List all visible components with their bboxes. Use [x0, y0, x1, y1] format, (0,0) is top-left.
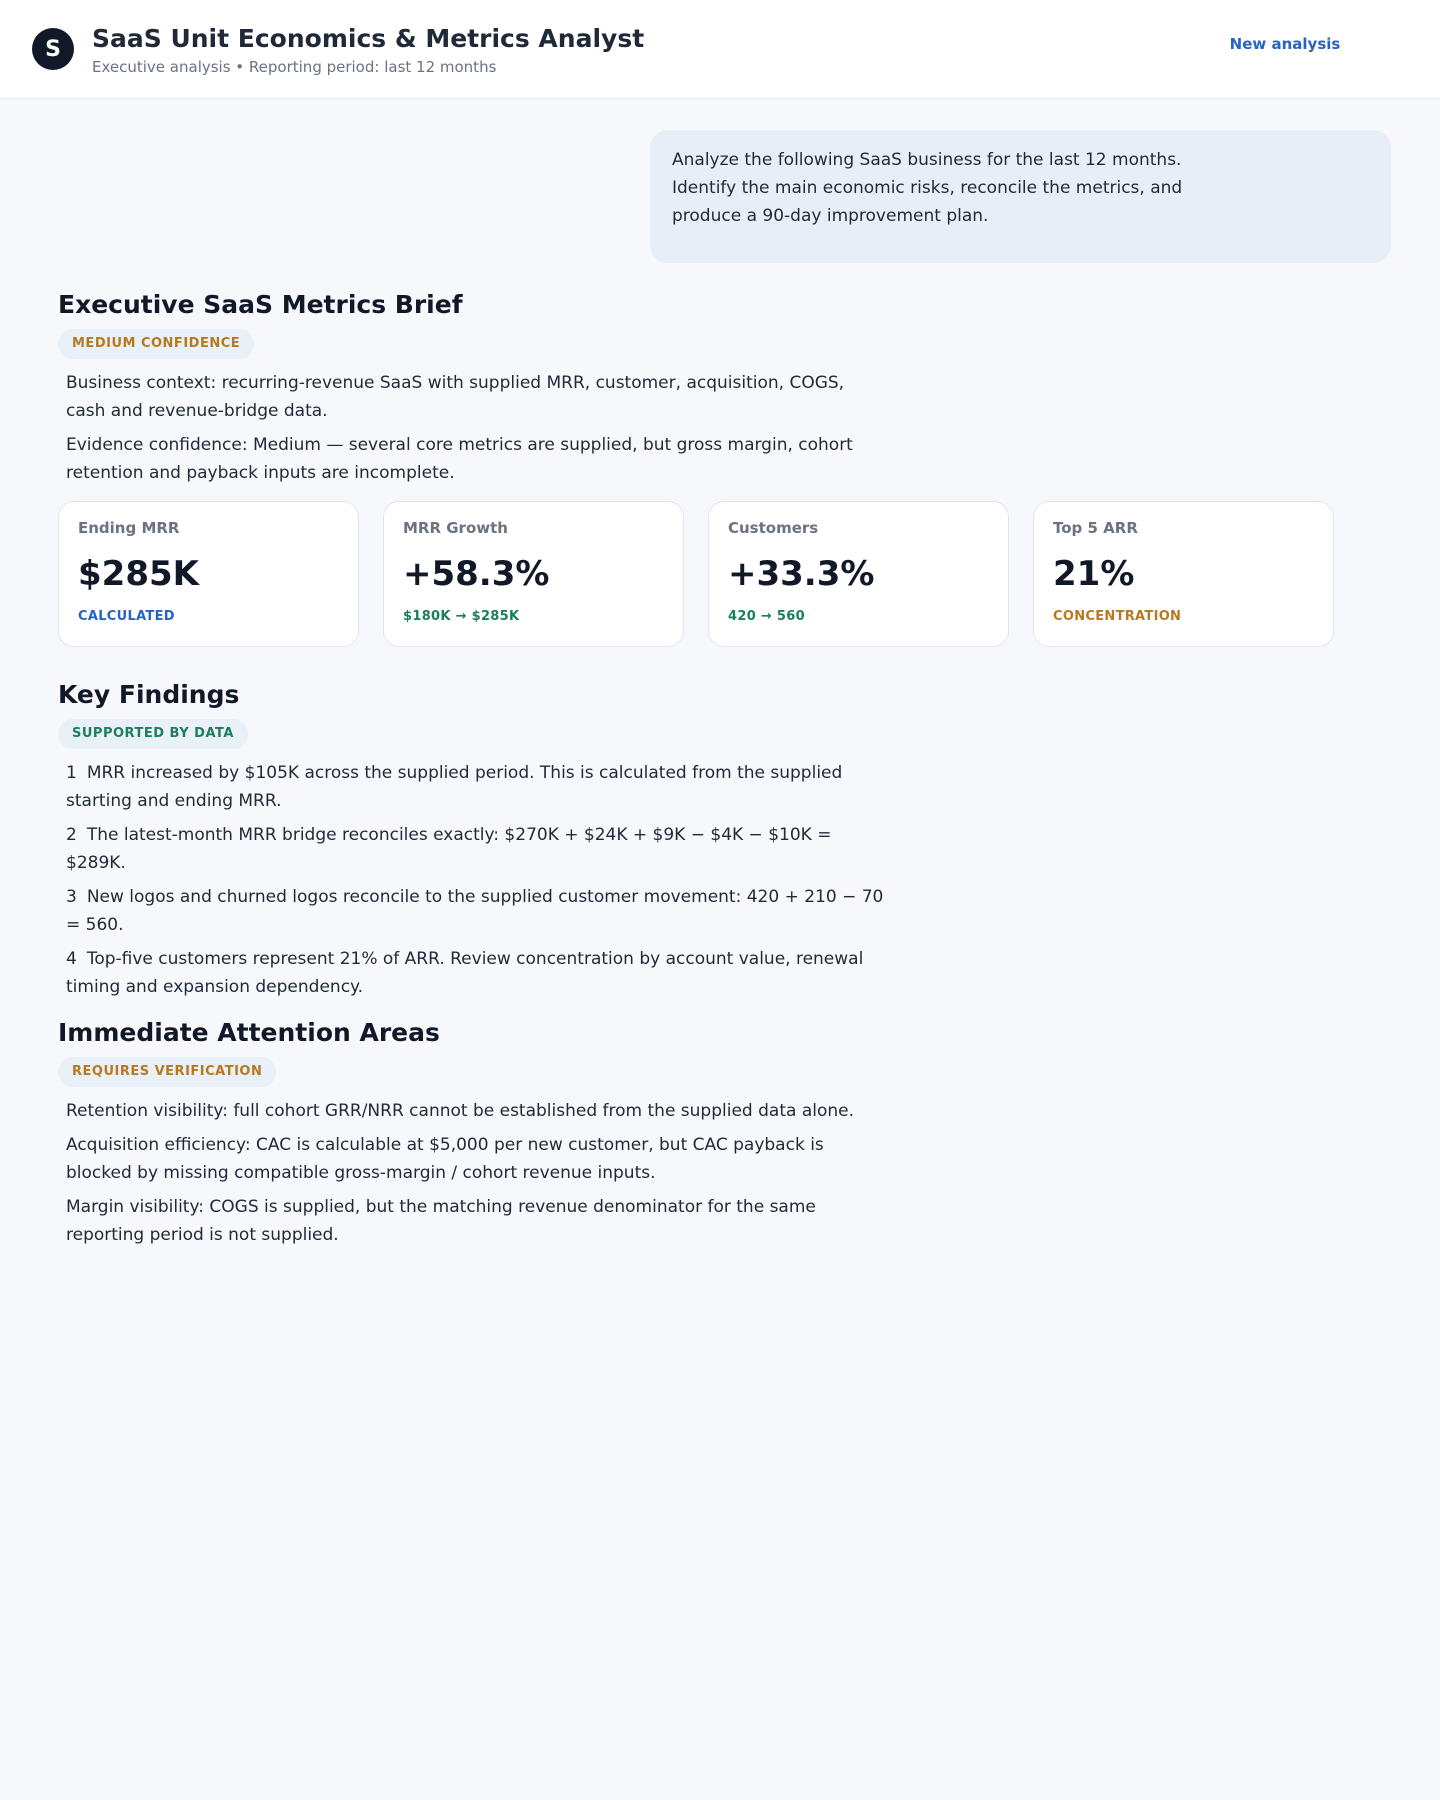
metric-value: 21%	[1053, 554, 1135, 594]
metric-note: 420 → 560	[728, 609, 805, 624]
metric-note: CONCENTRATION	[1053, 609, 1182, 624]
finding-text: The latest-month MRR bridge reconciles exactly: $270K + $24K + $9K − $4K − $10K = $289K.	[66, 825, 832, 873]
finding-text: MRR increased by $105K across the supplied period. This is calculated from the supplied starting and ending MRR.	[66, 763, 843, 811]
assistant-response	[58, 285, 1358, 1255]
attention-item: Margin visibility: COGS is supplied, but the matching revenue denominator for the same reporting period is not supplied.	[66, 1197, 816, 1245]
finding-number: 2	[66, 825, 77, 845]
findings-title: Key Findings	[58, 680, 240, 709]
brief-confidence: Evidence confidence: Medium — several core metrics are supplied, but gross margin, cohort retention and payback inputs are incomplete.	[66, 435, 853, 483]
metric-label: Top 5 ARR	[1053, 519, 1138, 537]
finding-number: 1	[66, 763, 77, 783]
app-subtitle: Executive analysis • Reporting period: last 12 months	[92, 58, 497, 76]
metric-card-customers	[708, 501, 1009, 647]
metric-card-ending-mrr	[58, 501, 359, 647]
finding-number: 4	[66, 949, 77, 969]
brief-paragraphs	[58, 369, 888, 487]
metric-value: +33.3%	[728, 554, 875, 594]
metric-value: $285K	[78, 554, 199, 594]
brief-title: Executive SaaS Metrics Brief	[58, 290, 463, 319]
metric-cards	[58, 501, 1358, 647]
verification-badge: REQUIRES VERIFICATION	[58, 1057, 276, 1087]
finding-item	[66, 883, 888, 939]
user-message-bubble	[650, 130, 1391, 263]
user-message-line: Identify the main economic risks, reconcile the metrics, and	[672, 178, 1183, 198]
metric-card-top5-arr	[1033, 501, 1334, 647]
confidence-badge: MEDIUM CONFIDENCE	[58, 329, 254, 359]
metric-note: CALCULATED	[78, 609, 175, 624]
new-analysis-button[interactable]: New analysis	[1200, 30, 1370, 58]
metric-card-mrr-growth	[383, 501, 684, 647]
metric-label: Customers	[728, 519, 819, 537]
metric-label: Ending MRR	[78, 519, 180, 537]
finding-item	[66, 945, 888, 1001]
metric-note: $180K → $285K	[403, 609, 520, 624]
findings-list	[58, 759, 888, 1001]
finding-text: New logos and churned logos reconcile to the supplied customer movement: 420 + 210 − 70 = 560.	[66, 887, 884, 935]
metric-label: MRR Growth	[403, 519, 508, 537]
app-avatar: S	[32, 28, 74, 70]
attention-list	[58, 1097, 888, 1249]
brief-context: Business context: recurring-revenue SaaS with supplied MRR, customer, acquisition, COGS, cash and revenue-bridge data.	[66, 373, 845, 421]
user-message-line: Analyze the following SaaS business for the last 12 months.	[672, 150, 1182, 170]
supported-badge: SUPPORTED BY DATA	[58, 719, 248, 749]
attention-title: Immediate Attention Areas	[58, 1018, 440, 1047]
app-title: SaaS Unit Economics & Metrics Analyst	[92, 24, 645, 53]
finding-item	[66, 759, 888, 815]
user-message-line: produce a 90-day improvement plan.	[672, 206, 989, 226]
attention-item: Acquisition efficiency: CAC is calculable at $5,000 per new customer, but CAC payback is blocked by missing compatible gross-margin / cohort revenue inputs.	[66, 1135, 824, 1183]
metric-value: +58.3%	[403, 554, 550, 594]
finding-item	[66, 821, 888, 877]
finding-text: Top-five customers represent 21% of ARR. Review concentration by account value, renewal timing and expansion dependency.	[66, 949, 864, 997]
finding-number: 3	[66, 887, 77, 907]
attention-item: Retention visibility: full cohort GRR/NRR cannot be established from the supplied data alone.	[66, 1101, 854, 1121]
app-header	[0, 0, 1440, 99]
